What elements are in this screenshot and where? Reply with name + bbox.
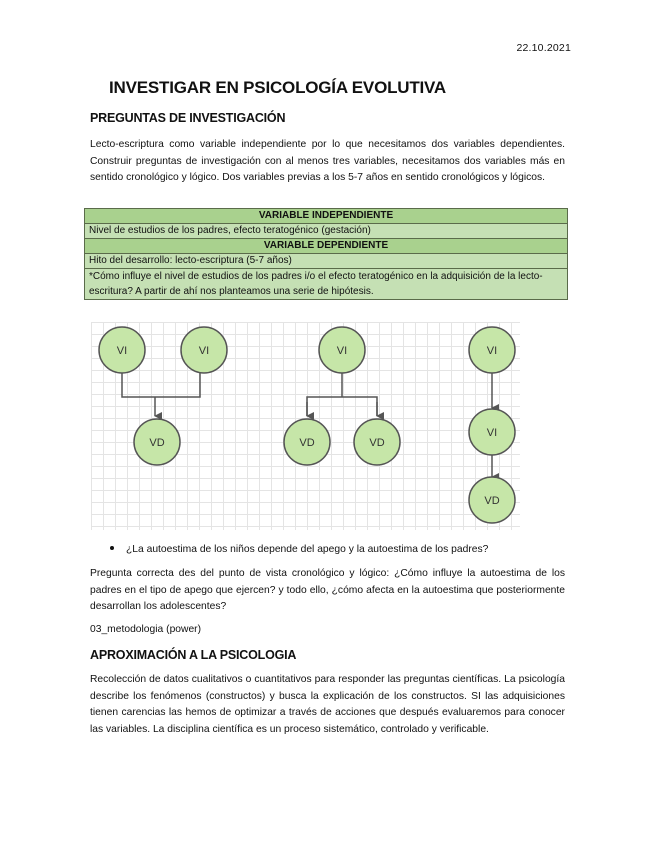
reference-note: 03_metodologia (power) <box>90 624 202 635</box>
table-header-dependent: VARIABLE DEPENDIENTE <box>85 239 567 254</box>
svg-text:VI: VI <box>486 345 498 357</box>
table-row-question: *Cómo influye el nivel de estudios de los padres i/o el efecto teratogénico en la adquisición de la lecto-escritura? A partir de ahí nos planteamos una serie de hipótesis. <box>85 269 567 299</box>
variables-diagram <box>91 322 520 530</box>
diagram-group-one-vi-two-vd <box>284 327 400 465</box>
diagram-group-chain <box>469 327 515 523</box>
svg-text:VD: VD <box>299 437 315 449</box>
intro-paragraph: Lecto-escriptura como variable independiente por lo que necesitamos dos variables dependientes. Construir preguntas de investigación con al menos tres variables, necesitamos dos variables más en sentido cronológico y lógico. Dos variables previas a los 5-7 años en sentido cronológicos y lógicos. <box>90 139 565 183</box>
table-row: Hito del desarrollo: lecto-escriptura (5-7 años) <box>85 254 567 269</box>
svg-text:VI: VI <box>198 345 210 357</box>
bullet-list-item <box>110 544 488 555</box>
section-heading-aproximacion: APROXIMACIÓN A LA PSICOLOGIA <box>90 648 297 662</box>
table-header-independent: VARIABLE INDEPENDIENTE <box>85 209 567 224</box>
svg-text:VI: VI <box>336 345 348 357</box>
diagram-group-two-vi-one-vd <box>99 327 227 465</box>
correct-question-paragraph: Pregunta correcta des del punto de vista cronológico y lógico: ¿Cómo influye la autoestima de los padres en el tipo de apego que ejercen? y todo ello, ¿cómo afecta en la autoestima que posteriormente desarrollan los adolescentes? <box>90 568 565 612</box>
variables-table <box>84 208 568 300</box>
document-date: 22.10.2021 <box>516 42 571 54</box>
svg-text:VD: VD <box>149 437 165 449</box>
bullet-icon <box>110 546 114 550</box>
svg-text:VI: VI <box>116 345 128 357</box>
section-heading-preguntas: PREGUNTAS DE INVESTIGACIÓN <box>90 111 286 125</box>
approach-paragraph: Recolección de datos cualitativos o cuantitativos para responder las preguntas científicas. La psicología describe los fenómenos (constructos) y busca la explicación de los constructos. SI las adquisiciones tienen carencias las hemos de optimizar a través de acciones que después evaluaremos para conocer las variables. La disciplina científica es un proceso sistemático, controlado y verificable. <box>90 674 565 735</box>
svg-text:VD: VD <box>369 437 385 449</box>
svg-text:VI: VI <box>486 427 498 439</box>
table-row: Nivel de estudios de los padres, efecto teratogénico (gestación) <box>85 224 567 239</box>
page-title: INVESTIGAR EN PSICOLOGÍA EVOLUTIVA <box>109 78 447 97</box>
svg-text:VD: VD <box>484 495 500 507</box>
bullet-text: ¿La autoestima de los niños depende del apego y la autoestima de los padres? <box>126 544 489 555</box>
